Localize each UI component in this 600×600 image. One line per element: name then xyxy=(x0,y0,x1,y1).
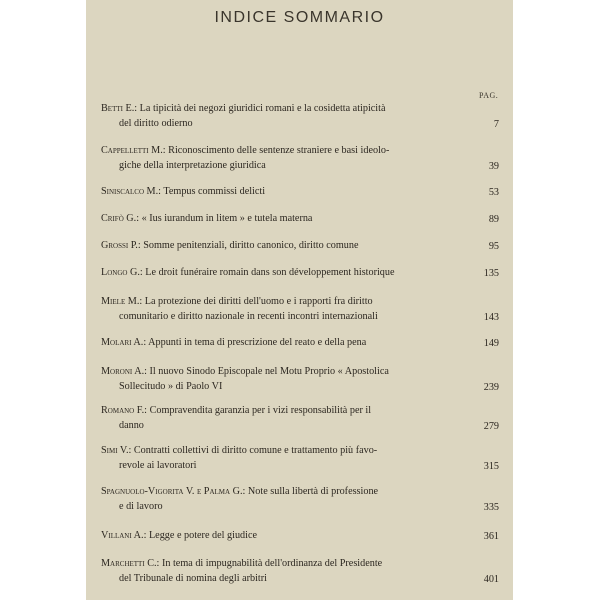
entry-title-line2: comunitario e diritto nazionale in recenti incontri internazionali xyxy=(119,311,378,322)
entry-page-number: 401 xyxy=(483,574,499,585)
entry-title-line1: « Ius iurandum in litem » e tutela materna xyxy=(141,213,313,224)
entry-author: Miele M.: xyxy=(101,296,143,307)
entry-page-number: 239 xyxy=(483,382,499,393)
entry-title-line1: Somme penitenziali, diritto canonico, diritto comune xyxy=(143,240,359,251)
entry-title-line2: revole ai lavoratori xyxy=(119,460,197,471)
entry-title-line1: Legge e potere del giudice xyxy=(148,530,258,541)
entry-title-line1: Riconoscimento delle sentenze straniere e basi ideolo- xyxy=(168,145,390,156)
entry-author: Villani A.: xyxy=(101,530,147,541)
toc-entry xyxy=(101,484,499,514)
entry-page-number: 335 xyxy=(483,502,499,513)
toc-entry xyxy=(101,211,499,226)
toc-entry xyxy=(101,364,499,394)
entry-title-line1: In tema di impugnabilità dell'ordinanza del Presidente xyxy=(161,558,383,569)
entry-title-line1: Le droit funéraire romain dans son développement historique xyxy=(145,267,395,278)
entry-author: Betti E.: xyxy=(101,103,138,114)
entry-author: Crifò G.: xyxy=(101,213,140,224)
entry-title-line1: Note sulla libertà di professione xyxy=(247,486,379,497)
entry-title-line1: Tempus commissi delicti xyxy=(163,186,266,197)
entry-page-number: 315 xyxy=(483,461,499,472)
toc-entry xyxy=(101,265,499,280)
toc-entry xyxy=(101,294,499,324)
entry-page-number: 89 xyxy=(488,214,499,225)
entry-page-number: 279 xyxy=(483,421,499,432)
entry-page-number: 135 xyxy=(483,268,499,279)
toc-entry xyxy=(101,335,499,350)
toc-entry xyxy=(101,184,499,199)
entry-author: Grossi P.: xyxy=(101,240,141,251)
toc-entry xyxy=(101,238,499,253)
entry-page-number: 143 xyxy=(483,312,499,323)
entry-title-line2: danno xyxy=(119,420,144,431)
toc-entry xyxy=(101,101,499,131)
toc-entry xyxy=(101,528,499,543)
entry-author: Cappelletti M.: xyxy=(101,145,166,156)
entry-page-number: 39 xyxy=(488,161,499,172)
entry-author: Longo G.: xyxy=(101,267,143,278)
entry-title-line1: Il nuovo Sinodo Episcopale nel Motu Proprio « Apostolica xyxy=(149,366,389,377)
entry-page-number: 53 xyxy=(488,187,499,198)
page-column-label: PAG. xyxy=(479,91,499,100)
entry-title-line2: del Tribunale di nomina degli arbitri xyxy=(119,573,267,584)
page-title: INDICE SOMMARIO xyxy=(214,9,385,26)
entry-author: Simi V.: xyxy=(101,445,132,456)
entry-title-line1: Compravendita garanzia per i vizi responsabilità per il xyxy=(149,405,372,416)
entry-title-line1: Contratti collettivi di diritto comune e trattamento più favo- xyxy=(133,445,378,456)
entry-author: Marchetti C.: xyxy=(101,558,160,569)
entry-title-line1: Appunti in tema di prescrizione del reato e della pena xyxy=(148,337,367,348)
toc-entry xyxy=(101,556,499,586)
book-page xyxy=(86,0,513,600)
toc-entry xyxy=(101,143,499,173)
entry-page-number: 95 xyxy=(488,241,499,252)
entry-author: Moroni A.: xyxy=(101,366,147,377)
entry-page-number: 149 xyxy=(483,338,499,349)
toc-entry xyxy=(101,443,499,473)
entry-author: Siniscalco M.: xyxy=(101,186,161,197)
entry-page-number: 7 xyxy=(493,119,499,130)
toc-entry xyxy=(101,403,499,433)
entry-author: Romano F.: xyxy=(101,405,148,416)
entry-author: Spagnuolo-Vigorita V. e Palma G.: xyxy=(101,486,246,497)
entry-title-line1: La protezione dei diritti dell'uomo e i rapporti fra diritto xyxy=(144,296,373,307)
entry-title-line2: giche della interpretazione giuridica xyxy=(119,160,266,171)
entry-page-number: 361 xyxy=(483,531,499,542)
entry-title-line1: La tipicità dei negozi giuridici romani e la cosidetta atipicità xyxy=(139,103,386,114)
entry-author: Molari A.: xyxy=(101,337,147,348)
entry-title-line2: Sollecitudo » di Paolo VI xyxy=(119,381,223,392)
entry-title-line2: del diritto odierno xyxy=(119,118,193,129)
entry-title-line2: e di lavoro xyxy=(119,501,163,512)
